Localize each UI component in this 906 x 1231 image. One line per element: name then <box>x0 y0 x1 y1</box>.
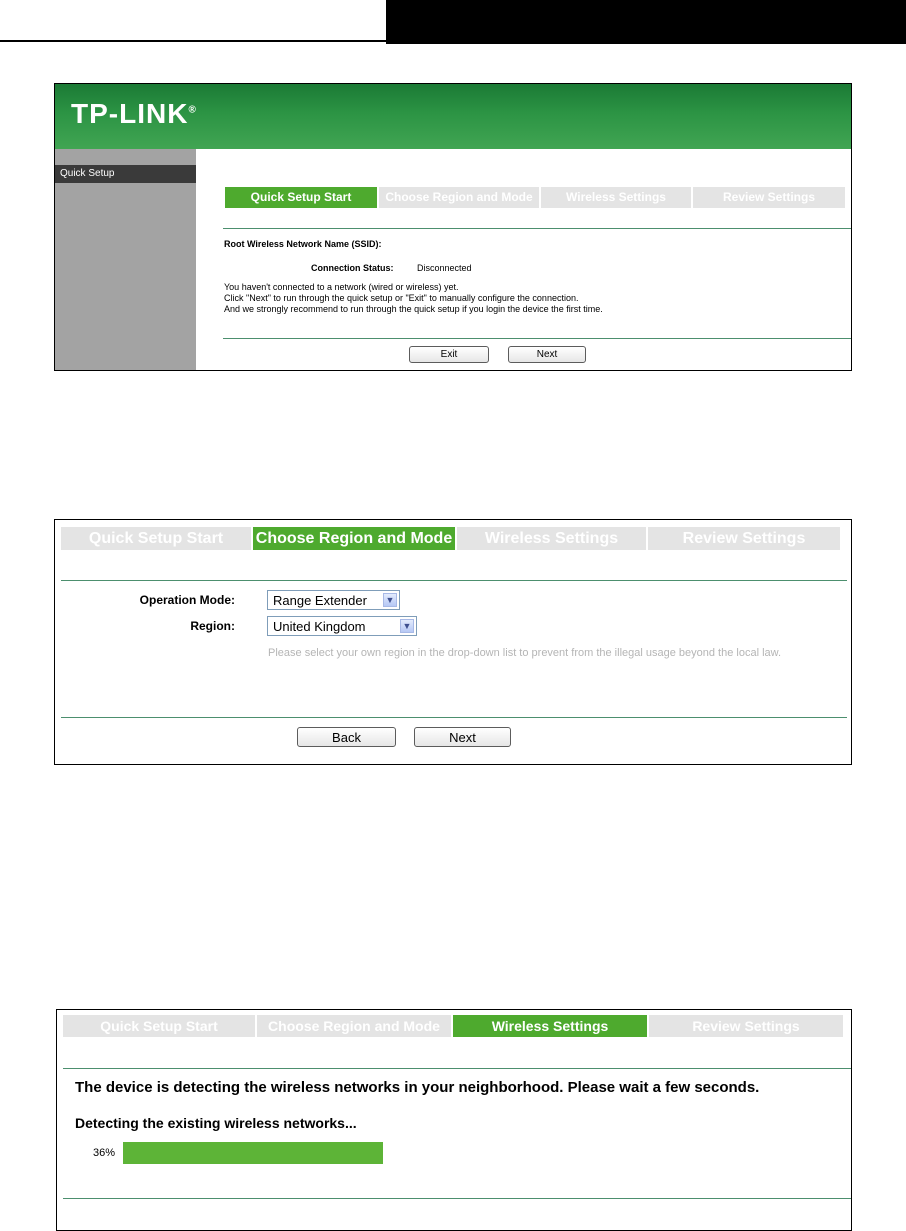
tab-review-settings: Review Settings <box>648 527 840 550</box>
next-button[interactable]: Next <box>414 727 511 747</box>
tab-quick-setup-start: Quick Setup Start <box>225 187 377 208</box>
next-button[interactable]: Next <box>508 346 586 363</box>
screenshot-choose-region-and-mode <box>54 519 852 765</box>
progress-bar <box>123 1142 845 1164</box>
info-line-3: And we strongly recommend to run through the quick setup if you login the device the first time. <box>224 304 603 314</box>
tab-review-settings: Review Settings <box>649 1015 843 1037</box>
info-line-2: Click "Next" to run through the quick setup or "Exit" to manually configure the connection. <box>224 293 579 303</box>
tab-choose-region-and-mode: Choose Region and Mode <box>253 527 455 550</box>
tab-quick-setup-start: Quick Setup Start <box>61 527 251 550</box>
operation-mode-select[interactable] <box>267 590 400 610</box>
region-value: United Kingdom <box>273 619 366 634</box>
region-select[interactable] <box>267 616 417 636</box>
progress-percent: 36% <box>93 1147 116 1159</box>
tab-quick-setup-start: Quick Setup Start <box>63 1015 255 1037</box>
region-label: Region: <box>190 619 235 633</box>
region-hint: Please select your own region in the drop-down list to prevent from the illegal usage beyond the local law. <box>268 647 782 659</box>
tp-link-logo: TP-LINK® <box>71 98 197 129</box>
screenshot-wireless-settings-detecting <box>56 1009 852 1231</box>
back-button[interactable]: Back <box>297 727 396 747</box>
tab-wireless-settings: Wireless Settings <box>453 1015 647 1037</box>
divider-top <box>223 228 851 229</box>
divider-top <box>63 1068 851 1069</box>
progress-fill <box>123 1142 383 1164</box>
header-rule <box>0 40 386 42</box>
step-tabs <box>225 187 845 208</box>
ssid-label: Root Wireless Network Name (SSID): <box>224 239 382 249</box>
divider-bottom <box>61 717 847 718</box>
chevron-down-icon[interactable]: ▼ <box>400 619 414 633</box>
tp-link-banner <box>55 84 851 149</box>
operation-mode-label: Operation Mode: <box>139 593 235 607</box>
connection-status-value: Disconnected <box>417 263 472 273</box>
tab-wireless-settings: Wireless Settings <box>457 527 646 550</box>
chevron-down-icon[interactable]: ▼ <box>383 593 397 607</box>
header-black-bar <box>386 0 906 44</box>
step-tabs <box>61 527 840 550</box>
connection-status-label: Connection Status: <box>311 263 394 273</box>
screenshot-quick-setup-start <box>54 83 852 371</box>
detecting-message: The device is detecting the wireless networks in your neighborhood. Please wait a few seconds. <box>75 1079 760 1096</box>
sidebar <box>55 149 196 370</box>
exit-button[interactable]: Exit <box>409 346 489 363</box>
detecting-status: Detecting the existing wireless networks... <box>75 1115 357 1131</box>
divider-bottom <box>223 338 851 339</box>
tab-choose-region-and-mode: Choose Region and Mode <box>379 187 539 208</box>
sidebar-item-quick-setup[interactable]: Quick Setup <box>55 165 196 183</box>
tab-review-settings: Review Settings <box>693 187 845 208</box>
tab-choose-region-and-mode: Choose Region and Mode <box>257 1015 451 1037</box>
tab-wireless-settings: Wireless Settings <box>541 187 691 208</box>
divider-bottom <box>63 1198 851 1199</box>
info-line-1: You haven't connected to a network (wired or wireless) yet. <box>224 282 459 292</box>
operation-mode-value: Range Extender <box>273 593 367 608</box>
divider-top <box>61 580 847 581</box>
step-tabs <box>63 1015 843 1037</box>
